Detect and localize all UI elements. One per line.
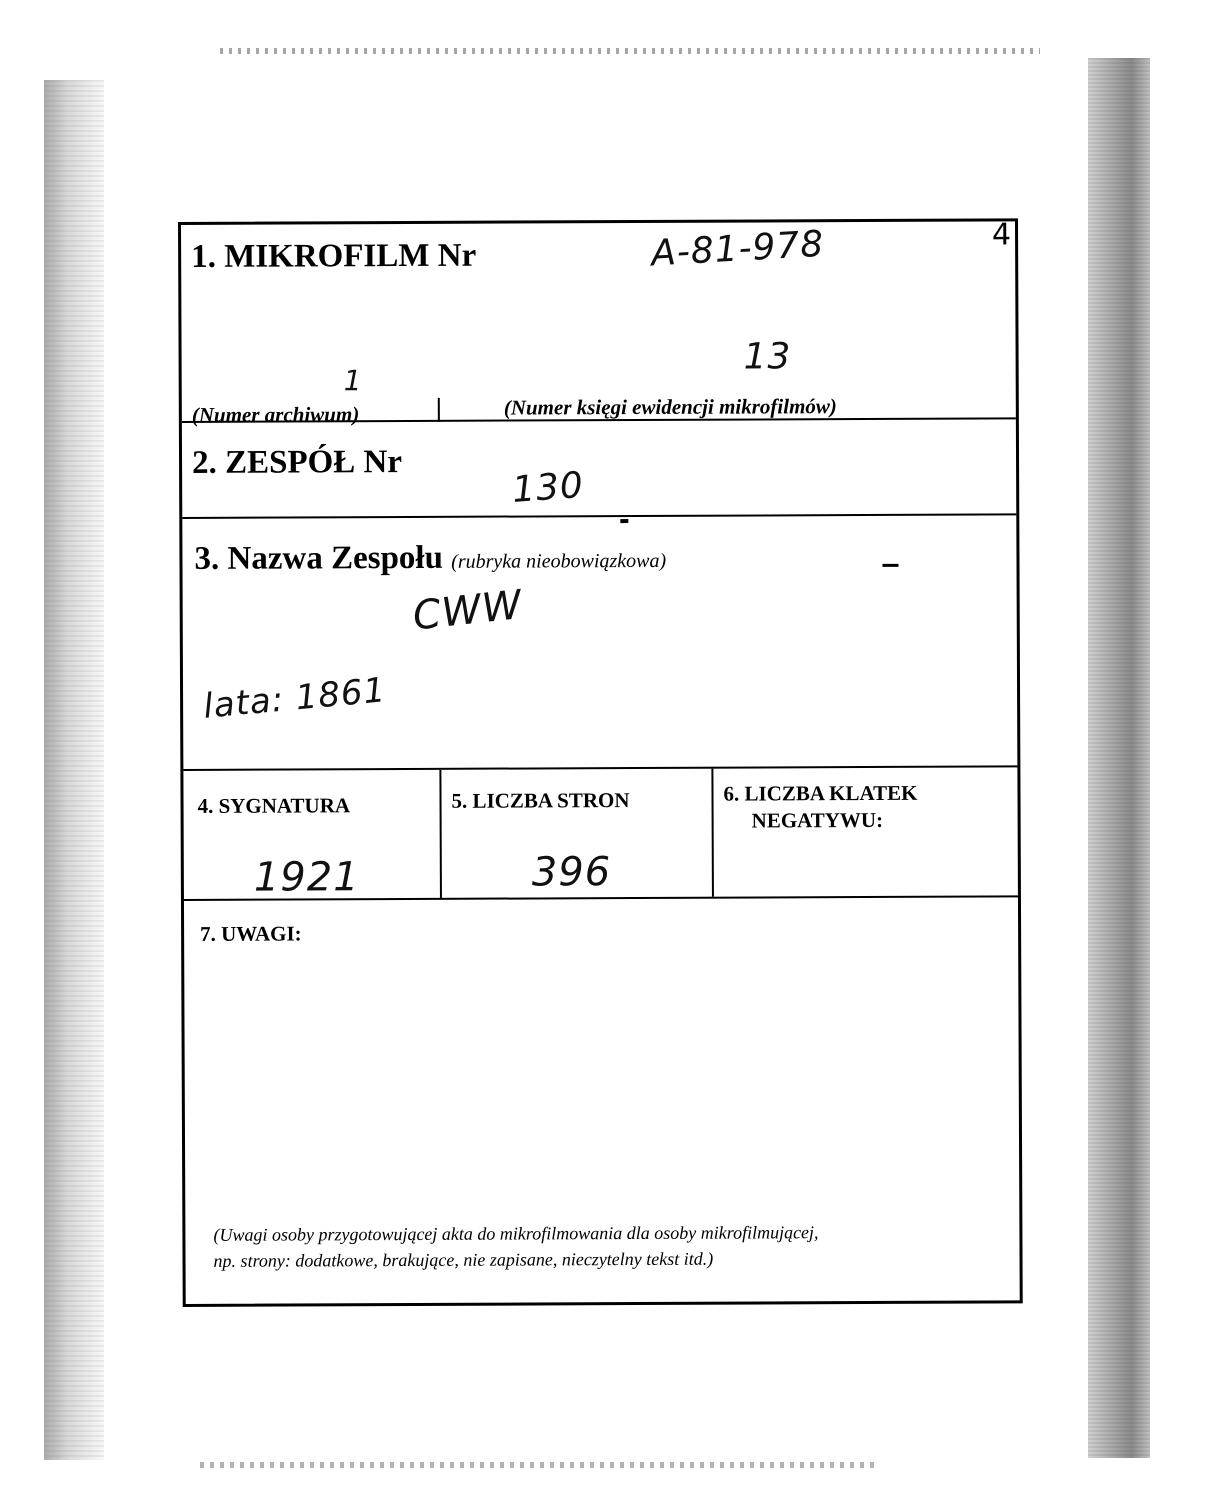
register-number-label: (Numer księgi ewidencji mikrofilmów) [503, 394, 837, 420]
label-divider [438, 398, 440, 422]
column-divider-2 [711, 769, 714, 897]
microfilm-form [178, 218, 1023, 1307]
uwagi-instructions [213, 1219, 818, 1274]
liczba-klatek-label [723, 780, 917, 835]
uwagi-instructions-line1: (Uwagi osoby przygotowującej akta do mikrofilmowania dla osoby mikrofilmującej, [213, 1222, 819, 1245]
liczba-klatek-line2: NEGATYWU: [751, 808, 884, 833]
zespol-number-handwritten: 130 [510, 464, 586, 511]
liczba-klatek-line1: 6. LICZBA KLATEK [723, 780, 918, 806]
section-nazwa-zespolu [182, 515, 1017, 771]
zespol-title: 2. ZESPÓŁ Nr [191, 444, 403, 481]
liczba-stron-handwritten: 396 [531, 849, 612, 896]
register-number-handwritten: 13 [743, 336, 792, 378]
archive-number-handwritten: 1 [343, 364, 363, 398]
sygnatura-handwritten: 1921 [253, 854, 360, 901]
scan-edge-bottom [200, 1462, 880, 1468]
section-zespol [182, 419, 1016, 519]
dash-mark [882, 564, 898, 567]
mikrofilm-number-handwritten: A-81-978 [650, 223, 826, 275]
zespol-name-handwritten: CWW [410, 581, 525, 640]
nazwa-zespolu-label: 3. Nazwa Zespołu [194, 539, 443, 577]
sygnatura-label: 4. SYGNATURA [197, 793, 351, 818]
uwagi-label: 7. UWAGI: [200, 921, 302, 946]
scan-edge-top [220, 48, 1040, 54]
scan-edge-right [1088, 58, 1150, 1458]
optional-note: (rubryka nieobowiązkowa) [451, 549, 667, 573]
uwagi-instructions-line2: np. strony: dodatkowe, brakujące, nie zapisane, nieczytelny tekst itd.) [213, 1248, 714, 1271]
section-uwagi [184, 897, 1020, 1304]
corner-mark: 4 [991, 217, 1012, 253]
mikrofilm-title: 1. MIKROFILM Nr [191, 237, 477, 275]
scan-edge-left [44, 80, 104, 1460]
archive-number-label: (Numer archiwum) [191, 402, 360, 427]
liczba-stron-label: 5. LICZBA STRON [451, 788, 630, 813]
section-sygnatura-row [183, 767, 1018, 901]
column-divider-1 [439, 770, 442, 898]
years-handwritten: lata: 1861 [201, 670, 388, 727]
section-mikrofilm [181, 217, 1016, 427]
nazwa-zespolu-title [194, 539, 666, 578]
